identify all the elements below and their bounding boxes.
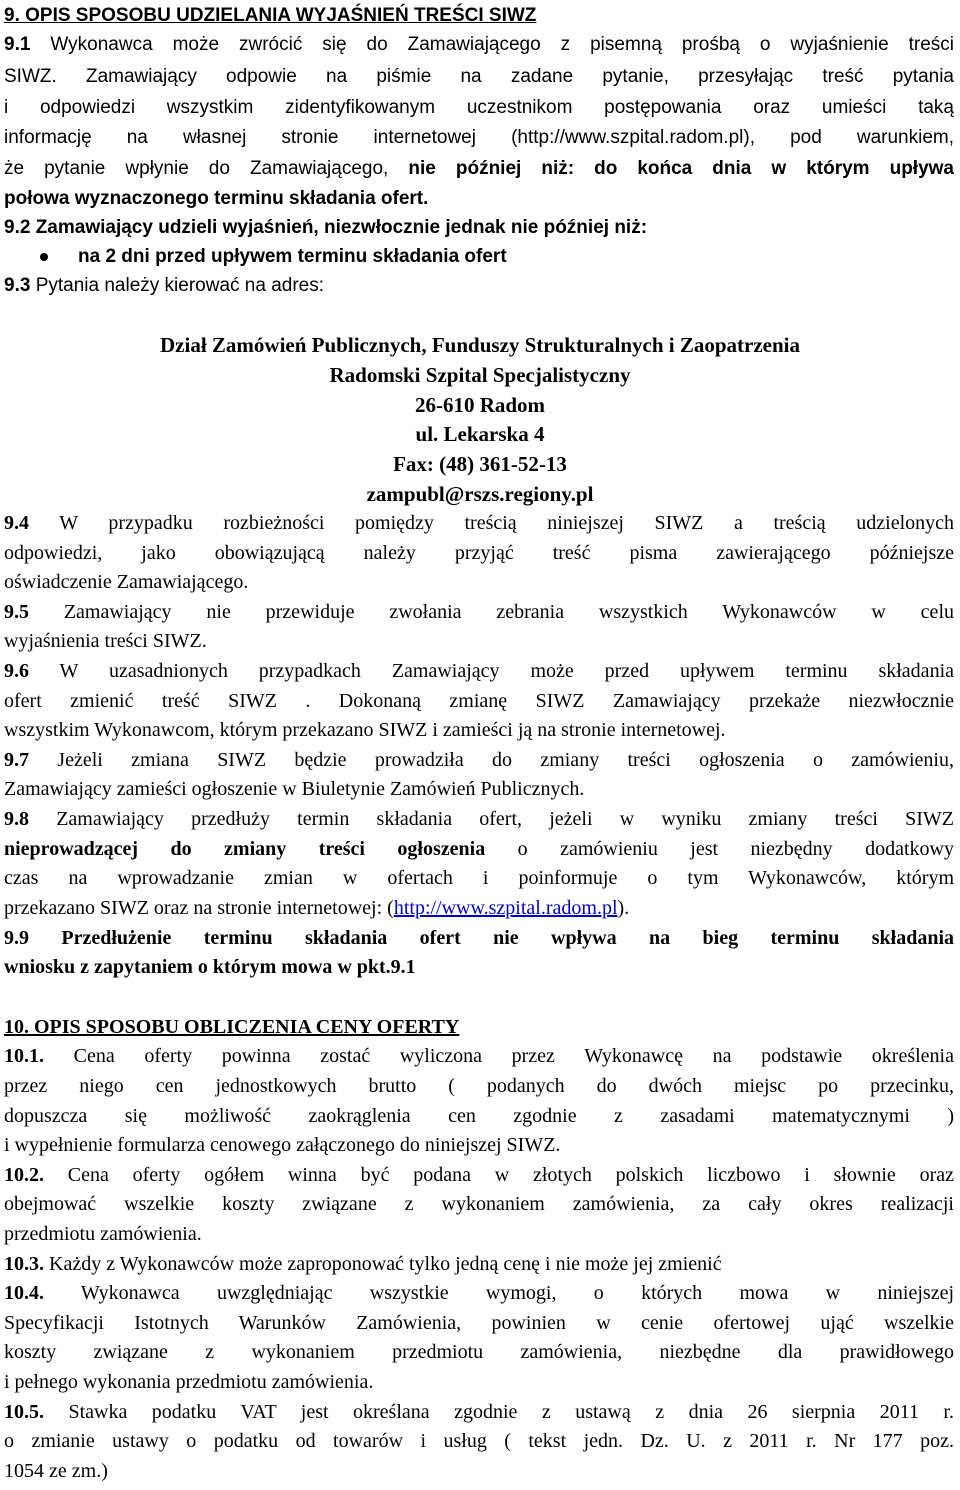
para-9-4-line-2: odpowiedzi, jako obowiązującą należy przyjąć treść pisma zawierającego późniejsze [4, 542, 954, 564]
para-9-1-line-5: że pytanie wpłynie do Zamawiającego, nie później niż: do końca dnia w którym upływa [4, 158, 954, 179]
para-9-5-line-1: 9.5 Zamawiający nie przewiduje zwołania zebrania wszystkich Wykonawców w celu [4, 601, 954, 623]
section-10-heading: 10. OPIS SPOSOBU OBLICZENIA CENY OFERTY [4, 1016, 460, 1038]
para-10-5-line-3: 1054 ze zm.) [4, 1460, 108, 1482]
address-hospital: Radomski Szpital Specjalistyczny [329, 363, 631, 387]
para-9-3: 9.3 Pytania należy kierować na adres: [4, 275, 325, 296]
para-10-1-line-4: i wypełnienie formularza cenowego załączonego do niniejszej SIWZ. [4, 1134, 561, 1156]
para-9-4-line-1: 9.4 W przypadku rozbieżności pomiędzy treścią niniejszej SIWZ a treścią udzielonych [4, 512, 954, 534]
para-9-6-line-3: wszystkim Wykonawcom, którym przekazano SIWZ i zamieści ją na stronie internetowej. [4, 719, 726, 741]
para-9-1-line-3: i odpowiedzi wszystkim zidentyfikowanym uczestnikom postępowania oraz umieści taką [4, 97, 954, 118]
para-9-1-line-4: informację na własnej stronie internetowej (http://www.szpital.radom.pl), pod warunkiem, [4, 127, 954, 148]
para-10-3: 10.3. Każdy z Wykonawców może zaproponować tylko jedną cenę i nie może jej zmienić [4, 1253, 722, 1275]
hospital-website-link[interactable]: http://www.szpital.radom.pl [393, 897, 618, 919]
para-9-7-line-1: 9.7 Jeżeli zmiana SIWZ będzie prowadziła do zmiany treści ogłoszenia o zamówieniu, [4, 749, 954, 771]
para-9-2-bullet: na 2 dni przed upływem terminu składania ofert [4, 242, 954, 271]
para-9-2: 9.2 Zamawiający udzieli wyjaśnień, niezwłocznie jednak nie później niż: [4, 217, 648, 238]
address-email: zampubl@rszs.regiony.pl [366, 482, 594, 506]
bullet-icon [40, 253, 48, 261]
para-9-9-line-2: wniosku z zapytaniem o którym mowa w pkt.9.1 [4, 956, 416, 978]
para-9-8-line-4: przekazano SIWZ oraz na stronie internetowej: (http://www.szpital.radom.pl). [4, 897, 630, 919]
para-9-5-line-2: wyjaśnienia treści SIWZ. [4, 630, 207, 652]
address-city: 26-610 Radom [414, 393, 546, 417]
para-10-2-line-3: przedmiotu zamówienia. [4, 1223, 202, 1245]
address-street: ul. Lekarska 4 [415, 422, 545, 446]
para-10-1-line-1: 10.1. Cena oferty powinna zostać wyliczona przez Wykonawcę na podstawie określenia [4, 1045, 954, 1067]
address-fax: Fax: (48) 361-52-13 [393, 452, 567, 476]
para-9-8-line-2: nieprowadzącej do zmiany treści ogłoszenia o zamówieniu jest niezbędny dodatkowy [4, 838, 954, 860]
para-10-1-line-3: dopuszcza się możliwość zaokrąglenia cen zgodnie z zasadami matematycznymi ) [4, 1105, 954, 1127]
para-9-8-line-1: 9.8 Zamawiający przedłuży termin składania ofert, jeżeli w wyniku zmiany treści SIWZ [4, 808, 954, 830]
address-department: Dział Zamówień Publicznych, Funduszy Strukturalnych i Zaopatrzenia [160, 333, 800, 357]
para-10-5-line-1: 10.5. Stawka podatku VAT jest określana zgodnie z ustawą z dnia 26 sierpnia 2011 r. [4, 1401, 954, 1423]
para-10-2-line-1: 10.2. Cena oferty ogółem winna być podana w złotych polskich liczbowo i słownie oraz [4, 1164, 954, 1186]
para-9-9-line-1: 9.9 Przedłużenie terminu składania ofert nie wpływa na bieg terminu składania [4, 927, 954, 949]
para-9-4-line-3: oświadczenie Zamawiającego. [4, 571, 249, 593]
para-10-1-line-2: przez niego cen jednostkowych brutto ( podanych do dwóch miejsc po przecinku, [4, 1075, 954, 1097]
para-9-8-line-3: czas na wprowadzanie zmian w ofertach i poinformuje o tym Wykonawców, którym [4, 867, 954, 889]
para-9-1-line-2: SIWZ. Zamawiający odpowie na piśmie na zadane pytanie, przesyłając treść pytania [4, 66, 954, 87]
para-9-6-line-2: ofert zmienić treść SIWZ . Dokonaną zmianę SIWZ Zamawiający przekaże niezwłocznie [4, 690, 954, 712]
para-10-5-line-2: o zmianie ustawy o podatku od towarów i usług ( tekst jedn. Dz. U. z 2011 r. Nr 177 poz. [4, 1430, 954, 1452]
para-10-4-line-1: 10.4. Wykonawca uwzględniając wszystkie wymogi, o których mowa w niniejszej [4, 1282, 954, 1304]
section-9-heading: 9. OPIS SPOSOBU UDZIELANIA WYJAŚNIEŃ TREŚCI SIWZ [4, 5, 537, 26]
para-10-2-line-2: obejmować wszelkie koszty związane z wykonaniem zamówienia, za cały okres realizacji [4, 1193, 954, 1215]
para-10-4-line-2: Specyfikacji Istotnych Warunków Zamówienia, powinien w cenie ofertowej ująć wszelkie [4, 1312, 954, 1334]
para-9-1-line-1: 9.1 Wykonawca może zwrócić się do Zamawiającego z pisemną prośbą o wyjaśnienie treści [4, 34, 954, 55]
para-10-4-line-3: koszty związane z wykonaniem przedmiotu zamówienia, niezbędne dla prawidłowego [4, 1341, 954, 1363]
para-9-7-line-2: Zamawiający zamieści ogłoszenie w Biuletynie Zamówień Publicznych. [4, 778, 585, 800]
para-10-4-line-4: i pełnego wykonania przedmiotu zamówienia. [4, 1371, 374, 1393]
para-9-1-line-6: połowa wyznaczonego terminu składania ofert. [4, 188, 429, 209]
para-9-6-line-1: 9.6 W uzasadnionych przypadkach Zamawiający może przed upływem terminu składania [4, 660, 954, 682]
